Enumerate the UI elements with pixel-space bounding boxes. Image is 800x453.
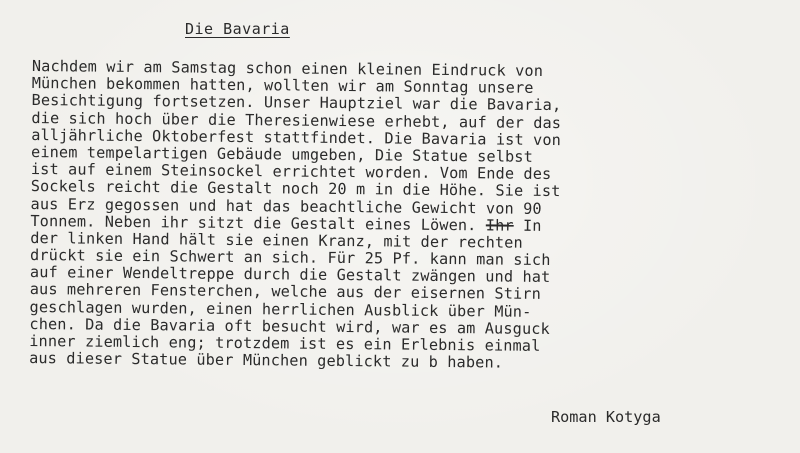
struck-word: Ihr [485,216,514,235]
text-line-18: aus dieser Statue über München geblickt zu b haben. [29,349,504,372]
text-line-10-tail: In [522,216,542,235]
author-signature: Roman Kotyga [551,408,661,426]
text-line-6: einem tempelartigen Gebäude umgeben, Die Statue selbst [31,142,534,166]
document-title: Die Bavaria [185,20,290,38]
text-line-17: inner ziemlich eng; trotzdem ist es ein Erlebnis einmal [29,331,541,355]
text-line-9: aus Erz gegossen und hat das beachtliche Gewicht von 90 [30,194,542,218]
text-line-13: auf einer Wendeltreppe durch die Gestalt zwängen und hat [29,263,551,287]
text-line-7: ist auf einem Steinsockel errichtet worden. Vom Ende des [30,160,552,184]
body-text [29,58,792,375]
text-line-2: München bekommen hatten, wollten wir am Sonntag unsere [31,74,534,98]
text-line-3: Besichtigung fortsetzen. Unser Hauptziel war die Bavaria, [31,91,562,115]
text-line-10-main: Tonnem. Neben ihr sitzt die Gestalt eines Löwen. [30,211,477,234]
text-line-8: Sockels reicht die Gestalt noch 20 m in die Höhe. Sie ist [30,177,561,201]
text-line-11: der linken Hand hält sie einen Kranz, mit der rechten [30,228,523,252]
text-line-16: chen. Da die Bavaria oft besucht wird, war es am Ausguck [29,314,550,338]
text-line-5: alljährliche Oktoberfest stattfindet. Die Bavaria ist von [31,125,562,149]
text-line-14: aus mehreren Fensterchen, welche aus der eisernen Stirn [29,280,541,304]
text-line-4: die sich hoch über die Theresienwiese erhebt, auf der das [31,108,562,132]
text-line-12: drückt sie ein Schwert an sich. Für 25 Pf. kann man sich [30,246,551,270]
text-line-1: Nachdem wir am Samstag schon einen kleinen Eindruck von [31,57,544,80]
text-line-15: geschlagen wurden, einen herrlichen Ausblick über Mün- [29,297,532,321]
